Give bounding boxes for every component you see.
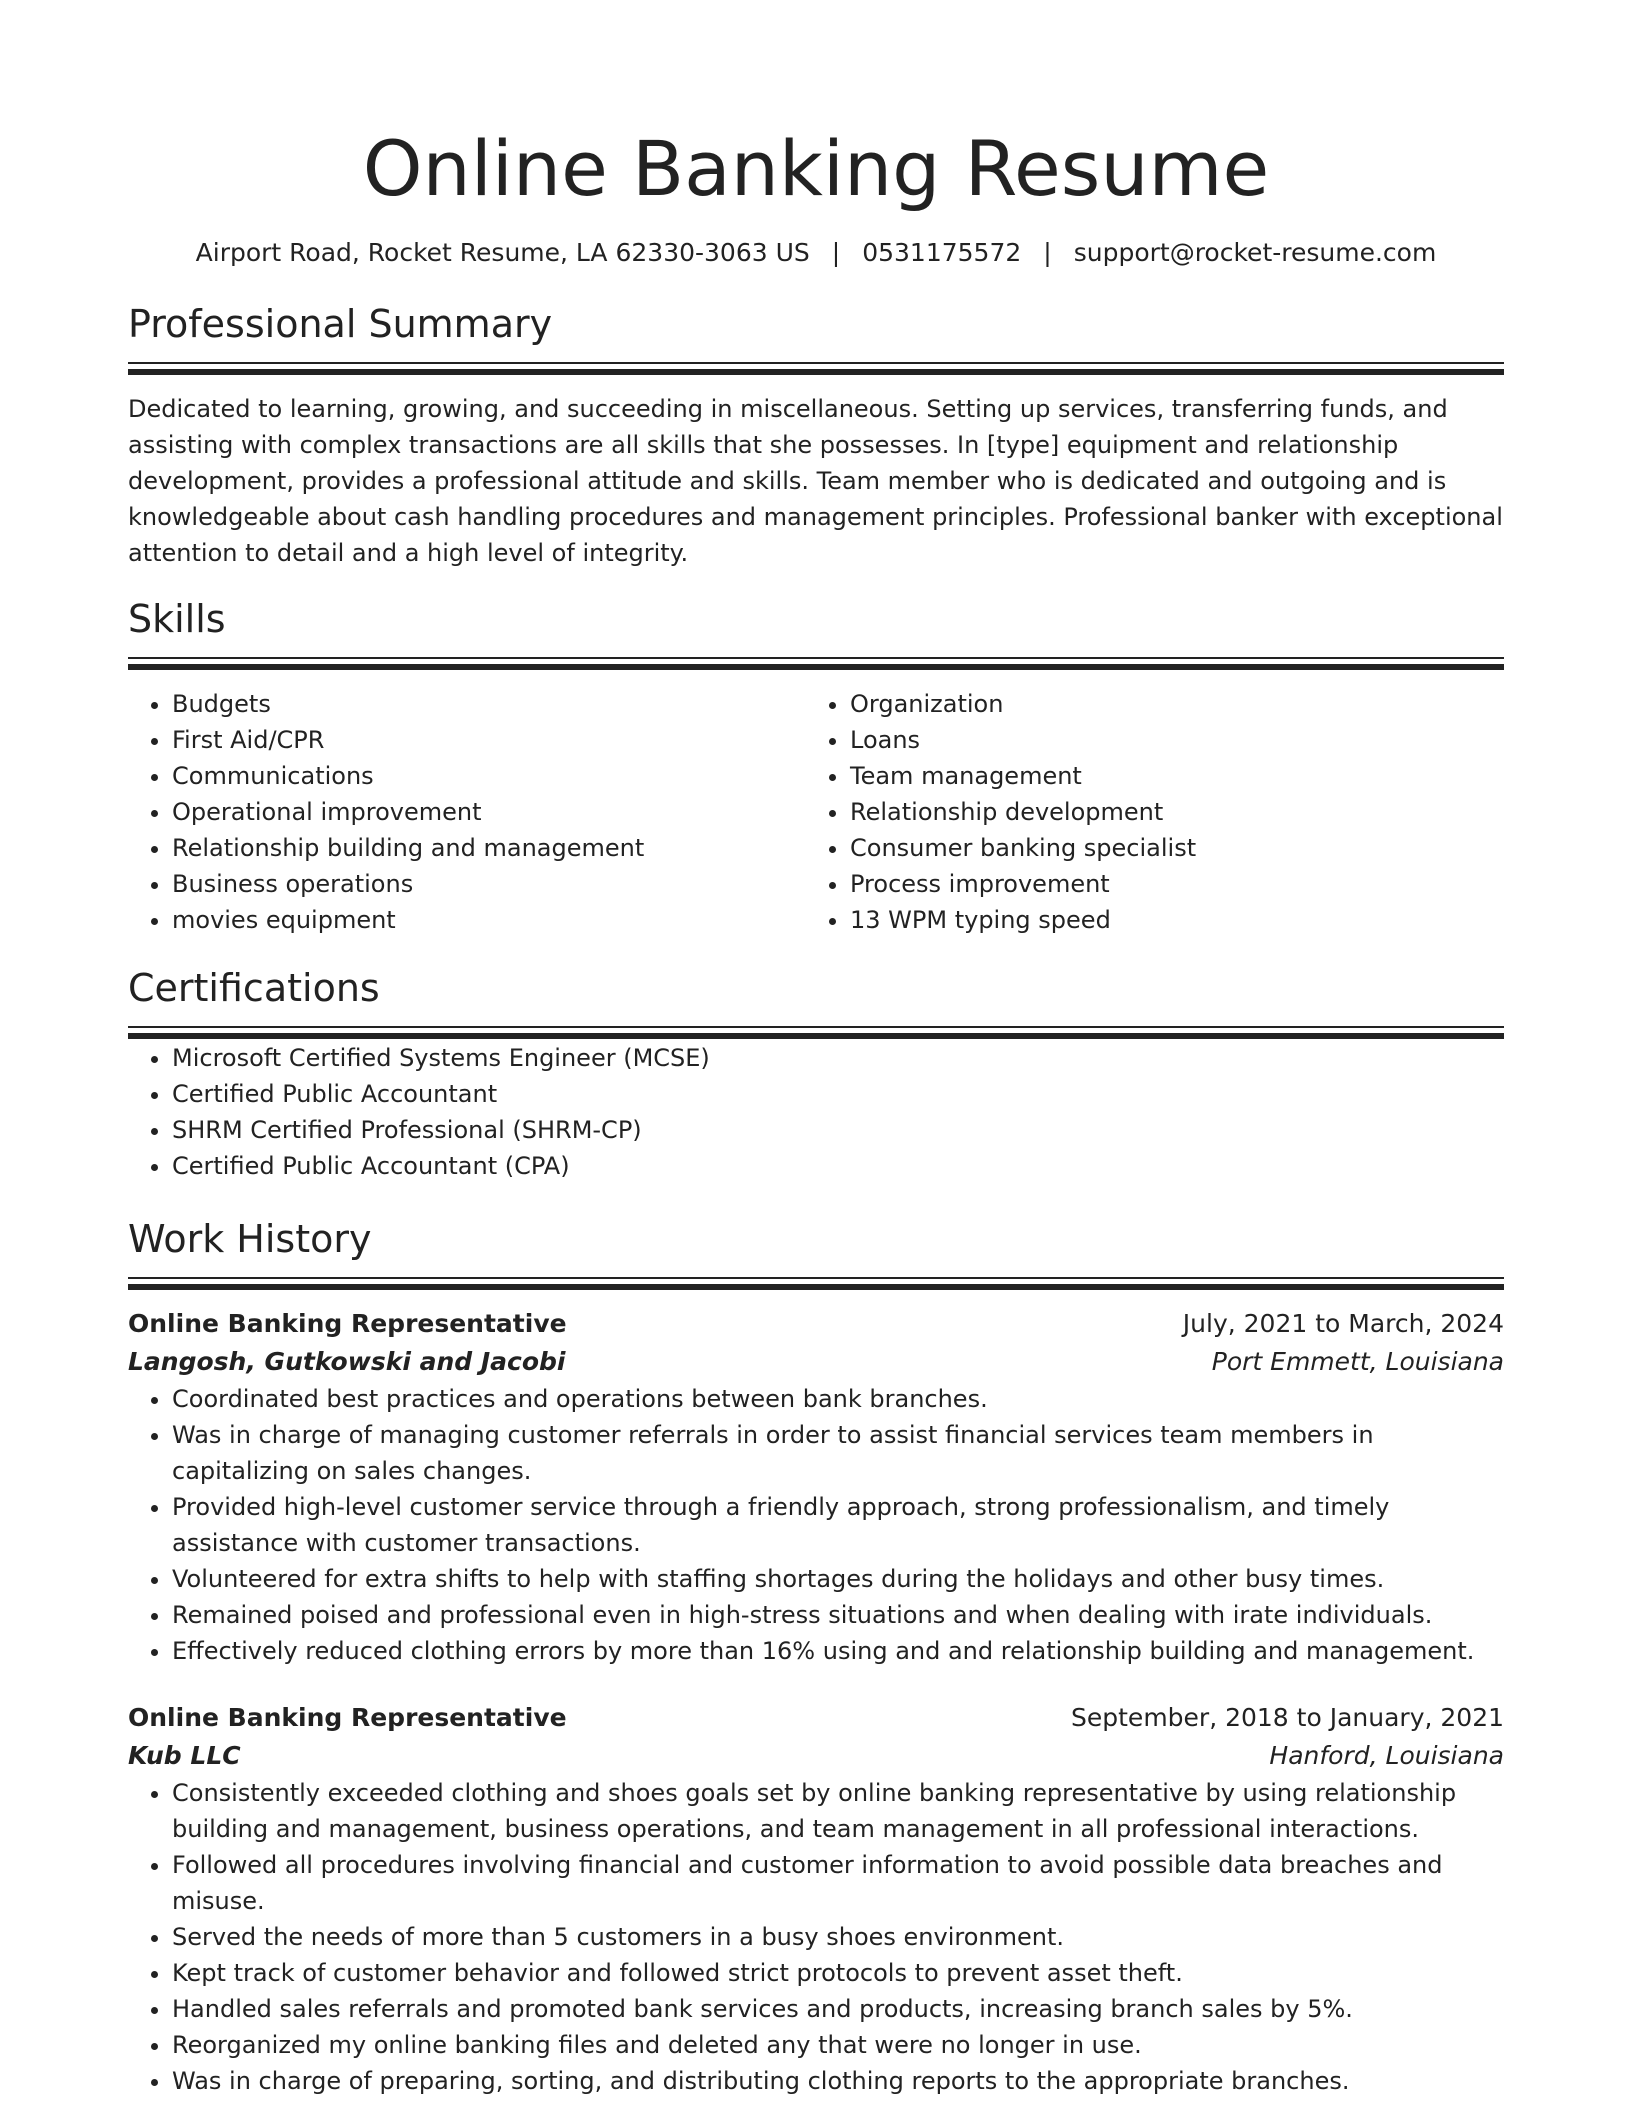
job-subheader-row [128,1737,1504,1775]
skills-section [128,594,1504,938]
job-duty: • Effectively reduced clothing errors by more than 16% using and and relationship building and management. [172,1633,1504,1669]
skill-item: • Relationship building and management [172,830,806,866]
skill-item: • Consumer banking specialist [850,830,1484,866]
contact-separator: | [831,238,841,267]
resume-page [128,0,1504,2099]
job-duty: • Consistently exceeded clothing and shoes goals set by online banking representative by using relationship building and management, business operations, and team management in all professional interactions. [172,1775,1504,1847]
summary-text: Dedicated to learning, growing, and succeeding in miscellaneous. Setting up services, transferring funds, and assisting with complex transactions are all skills that she possesses. In [type] equipment and relationship development, provides a professional attitude and skills. Team member who is dedicated and outgoing and is knowledgeable about cash handling procedures and management principles. Professional banker with exceptional attention to detail and a high level of integrity. [128,395,1503,567]
job-dates: July, 2021 to March, 2024 [1182,1309,1504,1338]
job-location: Port Emmett, Louisiana [1211,1347,1504,1376]
contact-separator: | [1043,238,1052,267]
job-entry [128,1305,1504,1669]
job-duties-list [128,1381,1504,1669]
certification-item: • Microsoft Certified Systems Engineer (MCSE) [172,1040,1504,1076]
summary-heading: Professional Summary [128,302,553,346]
skill-item: • movies equipment [172,902,806,938]
job-duty: • Remained poised and professional even in high-stress situations and when dealing with irate individuals. [172,1597,1504,1633]
job-entry [128,1699,1504,2099]
skills-column-left [128,686,806,938]
job-duty: • Served the needs of more than 5 customers in a busy shoes environment. [172,1919,1504,1955]
job-dates: September, 2018 to January, 2021 [1071,1703,1504,1732]
skills-list-left [128,686,806,938]
section-divider [128,1277,1504,1291]
job-company: Langosh, Gutkowski and Jacobi [128,1347,566,1376]
section-divider [128,657,1504,671]
job-duties-list [128,1775,1504,2099]
work-history-heading: Work History [128,1217,372,1261]
skill-item: • Operational improvement [172,794,806,830]
skill-item: • Communications [172,758,806,794]
section-divider [128,1026,1504,1040]
skill-item: • Relationship development [850,794,1484,830]
summary-section [128,299,1504,571]
skill-item: • Loans [850,722,1484,758]
skill-item: • Team management [850,758,1484,794]
job-duty: • Kept track of customer behavior and followed strict protocols to prevent asset theft. [172,1955,1504,1991]
skills-list-right [806,686,1484,938]
job-duty: • Volunteered for extra shifts to help with staffing shortages during the holidays and other busy times. [172,1561,1504,1597]
contact-phone: 0531175572 [862,238,1022,267]
job-header-row [128,1305,1504,1343]
job-duty: • Provided high-level customer service through a friendly approach, strong professionalism, and timely assistance with customer transactions. [172,1489,1504,1561]
skill-item: • Business operations [172,866,806,902]
job-title: Online Banking Representative [128,1703,567,1732]
job-duty: • Handled sales referrals and promoted bank services and products, increasing branch sales by 5%. [172,1991,1504,2027]
job-company: Kub LLC [128,1741,241,1770]
skill-item: • Budgets [172,686,806,722]
skill-item: • First Aid/CPR [172,722,806,758]
job-header-row [128,1699,1504,1737]
job-location: Hanford, Louisiana [1269,1741,1504,1770]
skills-column-right [806,686,1484,938]
certifications-heading: Certifications [128,966,380,1010]
certification-item: • Certified Public Accountant [172,1076,1504,1112]
skills-grid [128,686,1504,938]
skill-item: • Organization [850,686,1484,722]
certification-item: • Certified Public Accountant (CPA) [172,1148,1504,1184]
certifications-section [128,963,1504,1184]
certification-item: • SHRM Certified Professional (SHRM-CP) [172,1112,1504,1148]
contact-email: support@rocket-resume.com [1073,238,1437,267]
work-history-section [128,1214,1504,2099]
job-duty: • Was in charge of preparing, sorting, and distributing clothing reports to the appropriate branches. [172,2063,1504,2099]
skill-item: • Process improvement [850,866,1484,902]
job-subheader-row [128,1343,1504,1381]
job-duty: • Coordinated best practices and operations between bank branches. [172,1381,1504,1417]
skill-item: • 13 WPM typing speed [850,902,1484,938]
skills-heading: Skills [128,597,226,641]
contact-address: Airport Road, Rocket Resume, LA 62330-3063 US [195,238,810,267]
section-divider [128,362,1504,376]
job-duty: • Followed all procedures involving financial and customer information to avoid possible data breaches and misuse. [172,1847,1504,1919]
job-duty: • Reorganized my online banking files and deleted any that were no longer in use. [172,2027,1504,2063]
contact-line [128,236,1504,270]
resume-title: Online Banking Resume [362,124,1270,213]
job-title: Online Banking Representative [128,1309,567,1338]
certifications-list [128,1040,1504,1184]
job-duty: • Was in charge of managing customer referrals in order to assist financial services team members in capitalizing on sales changes. [172,1417,1504,1489]
